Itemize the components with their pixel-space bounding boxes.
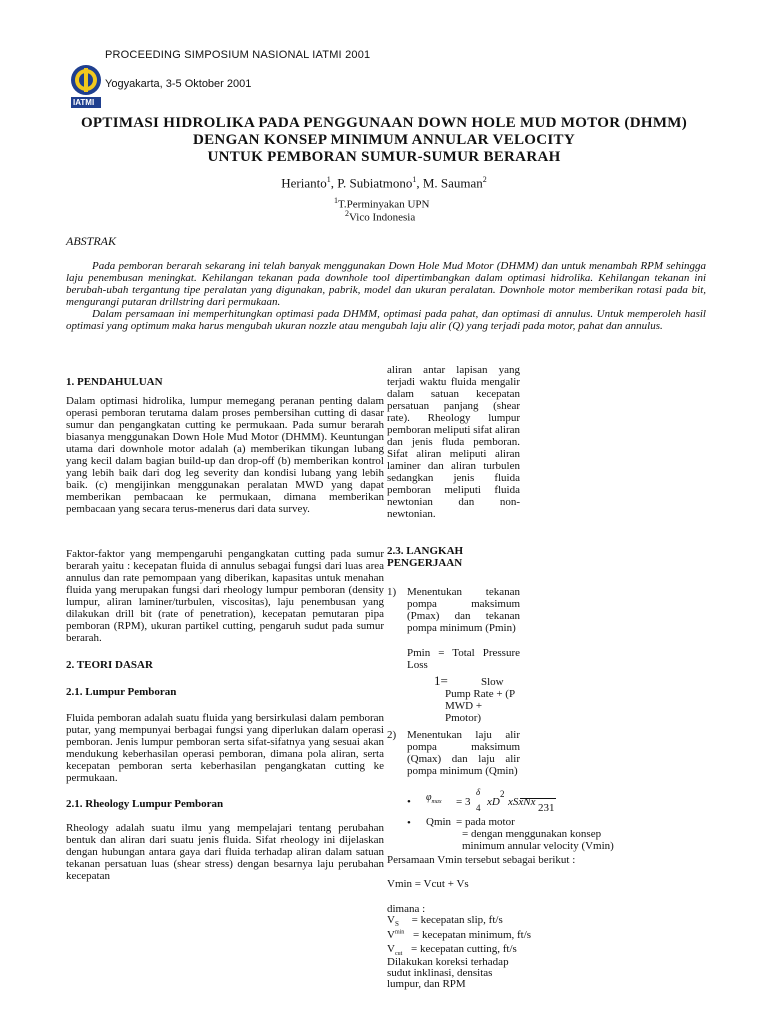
paper-title [40,115,728,166]
author-list [150,175,618,191]
abstract-body [66,260,706,332]
title-line-3: UNTUK PEMBORAN SUMUR-SUMUR BERARAH [207,149,561,165]
formula-qmax-sub: max [431,799,442,805]
logo-text: IATMI [73,98,95,107]
step-1-eq-lhs: 1= [434,673,448,688]
formula-qmax [426,792,442,805]
def-vs-sub: S [394,920,399,929]
koreksi-text: Dilakukan koreksi terhadap sudut inklinasi, densitas lumpur, dan RPM [387,956,509,990]
def-vcut-text: = kecepatan cutting, ft/s [411,943,517,955]
def-vmin-sub: min [394,929,405,936]
formula-qmax-frac-num: δ [476,787,481,797]
affiliation-1-text: T.Perminyakan UPN [338,198,430,211]
step-2-text: Menentukan laju alir pompa maksimum (Qmax) dan laju alir pompa minimum (Qmin) [407,729,520,777]
def-vs-text: = kecepatan slip, ft/s [411,914,503,926]
formula-qmax-pow: 2 [500,789,505,799]
step-1-number: 1) [387,586,397,598]
affiliation-2-sup: 2 [345,209,349,218]
pendahuluan-paragraph-1: Dalam optimasi hidrolika, lumpur memegang peranan penting dalam operasi pemboran terutama dalam proses pembersihan cutting di dasar sumur dan pengangkatan cutting ke permukaan. Pada sumur berarah biasanya menggunakan Down Hole Mud Motor (DHMM). Keuntungan utama dari downhole motor adalah (a) memberikan tikungan lubang yang kecil dalam bagian build-up dan drop-off (b) memberikan kontrol yang lebih baik dari dog leg severity dan kondisi lubang yang lebih baik. (c) mengijinkan menggunakan peralatan MWD yang dapat memberikan pembacaan ke permukaan, dimana memberikan pembacaan yang secara terus-menerus dari data survey. [66,395,384,515]
section-heading-pendahuluan: 1. PENDAHULUAN [66,376,163,388]
formula-qmax-eq: = 3 [456,796,471,808]
def-vs-symbol: V [387,914,395,926]
author-2: , P. Subiatmono [330,175,413,191]
qmin-label: Qmin [426,816,452,828]
lumpur-paragraph: Fluida pemboran adalah suatu fluida yang bersirkulasi dalam pemboran putar, yang mempunyai berbagai fungsi yang diperlukan dalam operasi pemboran. Jenis lumpur pemboran serta sifat-sifatnya yang sesuai akan mendukung keberhasilan operasi pemboran, dimana pola aliran, serta kecepatan pemboran serta keberhasilan pengangkatan cutting ke permukaan. [66,712,384,784]
pendahuluan-paragraph-2: Faktor-faktor yang mempengaruhi pengangkatan cutting pada sumur berarah yaitu : kecepatan fluida di annulus sebagai fungsi dari luas area annulus dan rate pemompaan yang diberikan, kapasitas untuk menahan fluida yang merupakan fungsi dari rheology lumpur pemboran (density lumpur, aliran laminer/turbulen, viscositas), laju penembusan yang dilakukan drill bit (rate of penetration), kecepatan pemutaran pipa pemboran (RPM), ukuran partikel cutting, pengaruh sudut pada sumur berarah. [66,548,384,644]
author-3: , M. Sauman [416,175,483,191]
vmin-equation: Vmin = Vcut + Vs [387,878,469,890]
bullet-2-icon: • [407,817,411,829]
qmin-eq-2: = dengan menggunakan konsep minimum annular velocity (Vmin) [462,828,614,852]
section-heading-teori-dasar: 2. TEORI DASAR [66,659,153,671]
title-line-1: OPTIMASI HIDROLIKA PADA PENGGUNAAN DOWN HOLE MUD MOTOR (DHMM) [80,115,688,131]
affiliation-2-text: Vico Indonesia [349,211,416,224]
step-1-eq-slow: Slow [481,676,504,688]
step-2-number: 2) [387,729,397,741]
abstract-paragraph-2: Dalam persamaan ini memperhitungkan optimasi pada DHMM, optimasi pada pahat, dan optimasi di annulus. Untuk memperoleh hasil optimasi yang optimum maka harus mengubah ukuran nozzle atau mengubah laju alir (Q) yang terjadi pada motor, pahat dan annulus. [66,308,706,332]
author-1: Herianto [281,175,327,191]
proceeding-title: PROCEEDING SIMPOSIUM NASIONAL IATMI 2001 [105,49,371,61]
formula-qmax-symbol: φ [426,792,432,803]
qmin-eq-1: = pada motor [456,816,515,828]
dimana-label: dimana : [387,903,426,915]
abstract-heading: ABSTRAK [66,234,116,248]
author-3-sup: 2 [482,175,487,184]
affiliation-1-sup: 1 [334,196,338,205]
vmin-intro: Persamaan Vmin tersebut sebagai berikut : [387,854,576,866]
formula-qmax-frac-den: 4 [476,803,481,813]
step-1-text: Menentukan tekanan pompa maksimum (Pmax) dan tekanan pompa minimum (Pmin) [407,586,520,634]
def-vmin-text: = kecepatan minimum, ft/s [413,929,532,941]
iatmi-logo [68,64,104,110]
def-vcut-sub: cut [394,951,403,958]
formula-qmax-denominator: 231 [538,802,555,814]
step-1-eq-pmin: Pmin = Total Pressure Loss [407,647,520,671]
author-2-sup: 1 [412,175,417,184]
formula-qmax-xd: xD [487,796,500,808]
subsection-heading-rheology: 2.1. Rheology Lumpur Pemboran [66,798,224,810]
bullet-1-icon: • [407,796,411,808]
affiliation-2 [345,208,415,224]
rheology-continued-paragraph: aliran antar lapisan yang terjadi waktu fluida mengalir dalam satuan kecepatan persatuan panjang (shear rate). Rheology lumpur pemboran meliputi sifat aliran dan jenis fluda pemboran. Sifat aliran meliputi aliran laminer dan aliran turbulen sedangkan jenis fluida pemboran meliputi fluida newtonian dan non-newtonian. [387,364,520,520]
title-line-2: DENGAN KONSEP MINIMUM ANNULAR VELOCITY [193,132,575,148]
def-vmin-symbol: V [387,929,395,941]
author-1-sup: 1 [326,175,331,184]
def-vs [387,914,503,928]
formula-qmax-fraction-bar [520,798,556,799]
formula-qmax-rest: xSxNx [508,796,536,808]
subsection-heading-langkah: 2.3. LANGKAH PENGERJAAN [387,545,464,569]
step-1-eq-rhs: Pump Rate + (P MWD + Pmotor) [445,688,515,724]
def-vcut-symbol: V [387,943,395,955]
rheology-paragraph: Rheology adalah suatu ilmu yang mempelajari tentang perubahan bentuk dan aliran dari suatu jenis fluida. Sifat rheology ini dijelaskan dengan hubungan antara gaya dari fluida terhadap aliran dalam satuan tekanan persatuan luas (shear stress) dengan besarnya laju perubahan kecepatan [66,822,384,882]
def-vmin [387,929,531,941]
subsection-heading-lumpur: 2.1. Lumpur Pemboran [66,686,177,698]
conference-location: Yogyakarta, 3-5 Oktober 2001 [105,78,252,90]
abstract-paragraph-1: Pada pemboran berarah sekarang ini telah banyak menggunakan Down Hole Mud Motor (DHMM) dan untuk menambah RPM sehingga laju penembusan meningkat. Kehilangan tekanan pada downhole tool dipertimbangkan dalam optimasi hidrolika. Kehilangan tekanan ini berubah-ubah tergantung tipe peralatan yang digunakan, pabrik, model dan ukuran peralatan. Downhole motor memberikan rotasi pada bit, mengurangi putaran drillstring dari permukaan. [66,260,706,308]
